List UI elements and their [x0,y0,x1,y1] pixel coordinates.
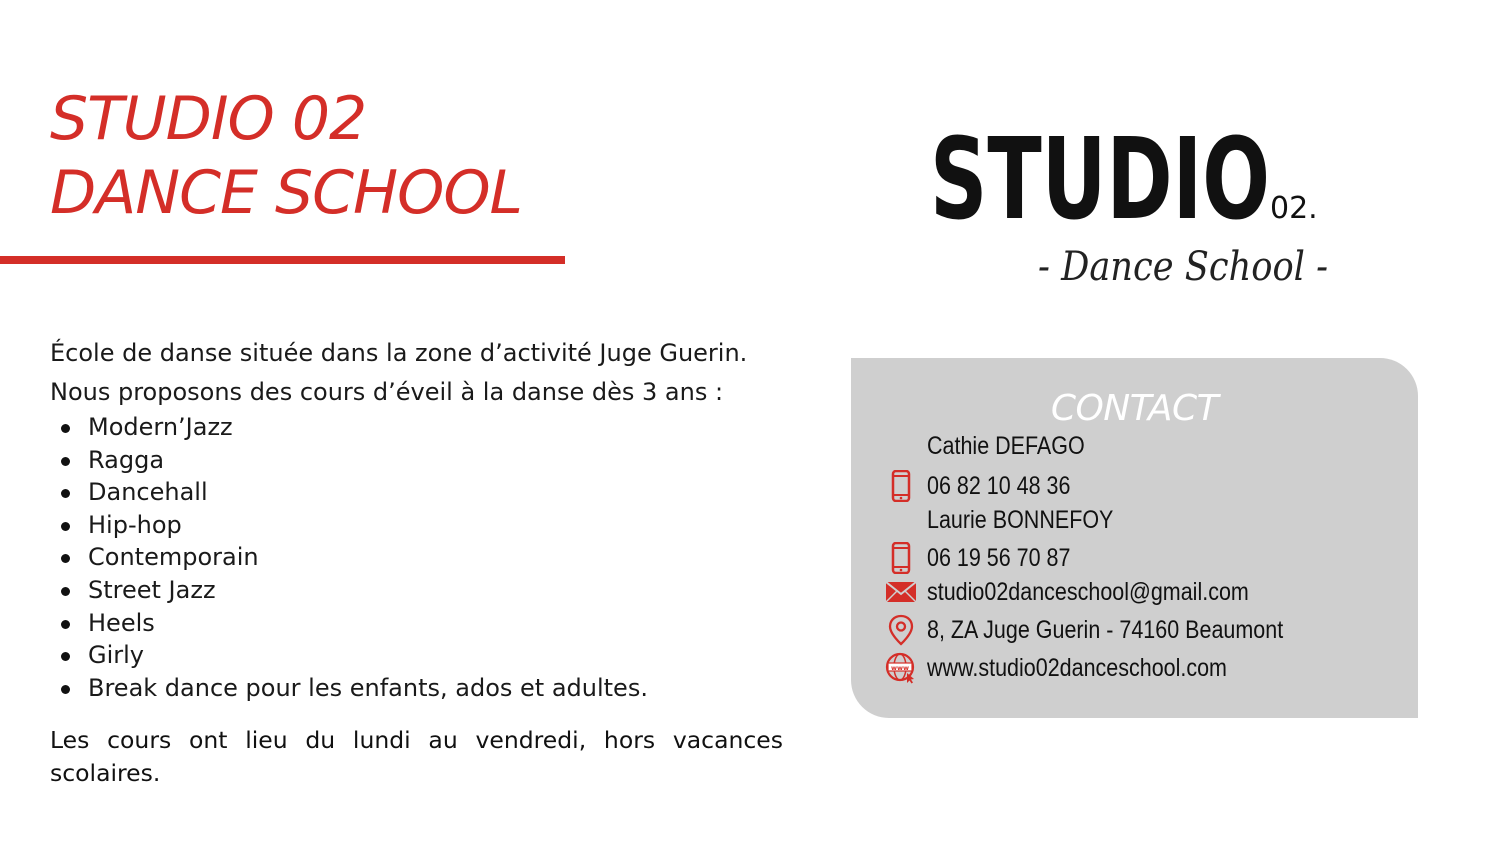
mail-icon [885,576,917,608]
intro-section [50,334,810,704]
contact-phone-2[interactable] [851,540,1418,576]
course-list [50,411,810,704]
title-line-1: STUDIO 02 [50,84,367,154]
course-item: Heels [50,607,810,640]
contact-heading: CONTACT [1050,388,1219,429]
globe-www-icon [885,652,917,684]
course-item: Street Jazz [50,574,810,607]
title-underline [0,256,565,264]
studio02-logo [930,118,1350,308]
contact-person-2 [851,502,1418,538]
course-item: Break dance pour les enfants, ados et adultes. [50,672,810,705]
intro-line-2: Nous proposons des cours d’éveil à la danse dès 3 ans : [50,378,724,406]
phone-number[interactable]: 06 82 10 48 36 [927,472,1071,500]
title-line-2: DANCE SCHOOL [50,158,522,228]
phone-icon [885,542,917,574]
person-name: Cathie DEFAGO [927,432,1085,460]
location-pin-icon [885,614,917,646]
page-title [50,82,522,230]
logo-tagline: - Dance School - [1038,244,1328,290]
logo-suffix: 02. [1270,191,1318,226]
contact-address [851,612,1418,648]
course-item: Girly [50,639,810,672]
contact-email[interactable] [851,574,1418,610]
email-link[interactable]: studio02danceschool@gmail.com [927,578,1249,606]
person-name: Laurie BONNEFOY [927,506,1114,534]
svg-text:www: www [890,663,910,672]
contact-website[interactable] [851,650,1418,686]
course-item: Modern’Jazz [50,411,810,444]
phone-icon [885,470,917,502]
website-link[interactable]: www.studio02danceschool.com [927,654,1227,682]
contact-phone-1[interactable] [851,468,1418,504]
contact-card [851,358,1418,718]
contact-person-1 [851,428,1418,464]
logo-wordmark: STUDIO [930,118,1270,245]
course-item: Dancehall [50,476,810,509]
course-item: Ragga [50,444,810,477]
schedule-text: Les cours ont lieu du lundi au vendredi, hors vacances scolaires. [50,726,783,787]
course-item: Contemporain [50,541,810,574]
course-item: Hip-hop [50,509,810,542]
address-text: 8, ZA Juge Guerin - 74160 Beaumont [927,616,1284,644]
intro-line-1: École de danse située dans la zone d’activité Juge Guerin. [50,339,748,367]
phone-number[interactable]: 06 19 56 70 87 [927,544,1071,572]
